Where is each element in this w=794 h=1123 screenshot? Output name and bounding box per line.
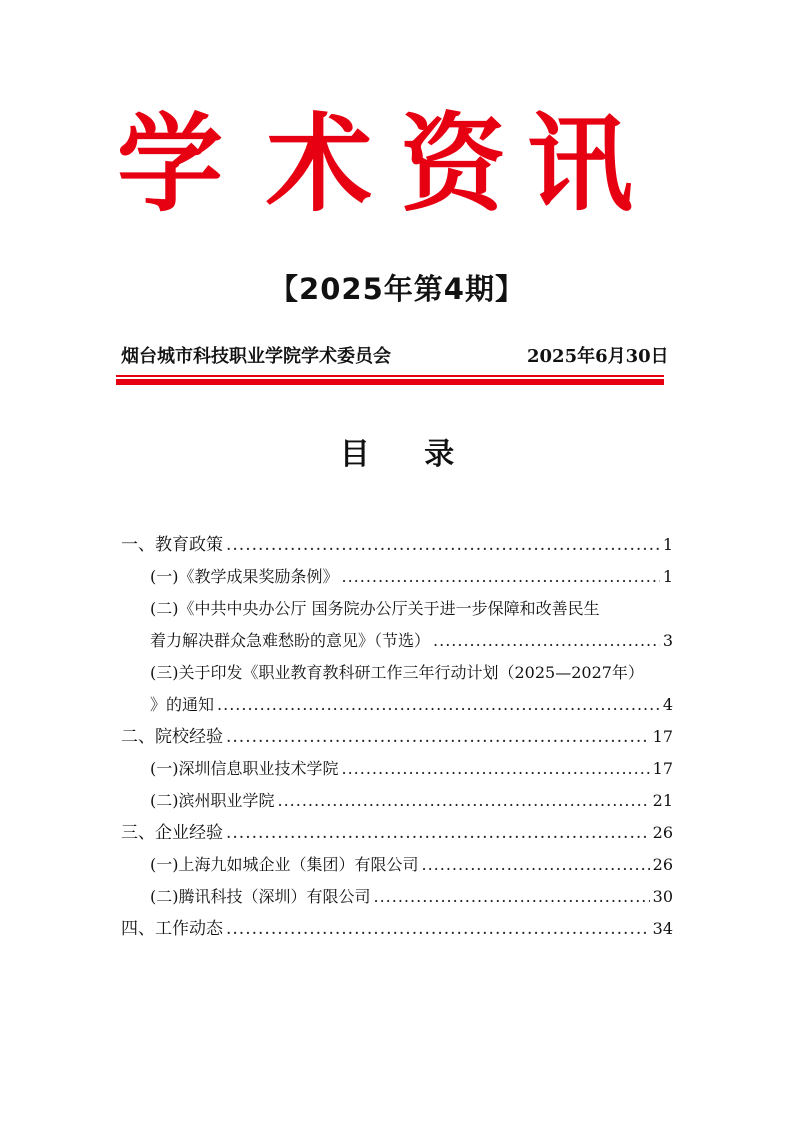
toc-entry[interactable] bbox=[150, 753, 673, 785]
toc-entry[interactable] bbox=[150, 785, 673, 817]
toc-page-number: 4 bbox=[662, 695, 673, 714]
masthead-char: 术 bbox=[266, 101, 372, 226]
toc-leader bbox=[342, 561, 660, 593]
toc-entry[interactable] bbox=[121, 817, 673, 849]
toc-entry[interactable] bbox=[121, 721, 673, 753]
toc-page-number: 21 bbox=[652, 791, 673, 810]
toc-leader bbox=[217, 689, 660, 721]
toc-entry-label: (二)《中共中央办公厅 国务院办公厅关于进一步保障和改善民生 bbox=[150, 599, 600, 618]
toc-page-number: 1 bbox=[662, 567, 673, 586]
header-divider-thin bbox=[116, 375, 664, 377]
masthead-char: 学 bbox=[117, 101, 223, 226]
toc-entry-label: (一)《教学成果奖励条例》 bbox=[150, 567, 339, 586]
toc-entry-label: (二)腾讯科技（深圳）有限公司 bbox=[150, 887, 371, 906]
toc-entry-label: 一、教育政策 bbox=[121, 535, 223, 555]
issue-number: 【2025年第4期】 bbox=[269, 272, 525, 306]
toc-entry[interactable] bbox=[150, 593, 673, 625]
toc-page-number: 3 bbox=[662, 631, 673, 650]
toc-leader bbox=[226, 529, 660, 561]
toc-entry-label: (二)滨州职业学院 bbox=[150, 791, 275, 810]
masthead-char: 资 bbox=[400, 101, 506, 226]
toc-page-number: 1 bbox=[662, 535, 673, 554]
toc-entry[interactable] bbox=[150, 561, 673, 593]
toc-leader bbox=[422, 849, 650, 881]
toc-entry-label: (三)关于印发《职业教育教科研工作三年行动计划（2025—2027年） bbox=[150, 663, 644, 682]
toc-entry-label: 着力解决群众急难愁盼的意见》（节选） bbox=[150, 631, 431, 650]
toc-leader bbox=[433, 625, 660, 657]
toc-entry[interactable] bbox=[121, 913, 673, 945]
toc-entry-label: (一)深圳信息职业技术学院 bbox=[150, 759, 339, 778]
publish-date: 2025年6月30日 bbox=[527, 346, 669, 367]
toc-entry-continued[interactable] bbox=[150, 689, 673, 721]
toc-leader bbox=[278, 785, 650, 817]
toc-entry-label: 三、企业经验 bbox=[121, 823, 223, 843]
toc-entry-continued[interactable] bbox=[150, 625, 673, 657]
toc-entry[interactable] bbox=[150, 849, 673, 881]
toc-page-number: 26 bbox=[652, 855, 673, 874]
toc-page-number: 26 bbox=[652, 823, 673, 842]
toc-leader bbox=[226, 817, 650, 849]
toc-page-number: 34 bbox=[652, 919, 673, 938]
toc-entry-label: 四、工作动态 bbox=[121, 919, 223, 939]
masthead-char: 讯 bbox=[527, 101, 633, 226]
toc-page-number: 17 bbox=[652, 759, 673, 778]
toc-entry[interactable] bbox=[121, 529, 673, 561]
toc-leader bbox=[374, 881, 650, 913]
toc-entry-label: (一)上海九如城企业（集团）有限公司 bbox=[150, 855, 419, 874]
masthead-title bbox=[0, 101, 794, 226]
publisher-name: 烟台城市科技职业学院学术委员会 bbox=[121, 346, 391, 367]
toc-page-number: 17 bbox=[652, 727, 673, 746]
toc-entry[interactable] bbox=[150, 881, 673, 913]
toc-heading: 目 录 bbox=[339, 437, 477, 472]
toc-entry[interactable] bbox=[150, 657, 673, 689]
toc-entry-label: 》的通知 bbox=[150, 695, 215, 714]
toc-leader bbox=[342, 753, 650, 785]
toc-entry-label: 二、院校经验 bbox=[121, 727, 223, 747]
toc-leader bbox=[226, 913, 650, 945]
header-divider-thick bbox=[116, 379, 664, 385]
toc-leader bbox=[226, 721, 650, 753]
toc-page-number: 30 bbox=[652, 887, 673, 906]
